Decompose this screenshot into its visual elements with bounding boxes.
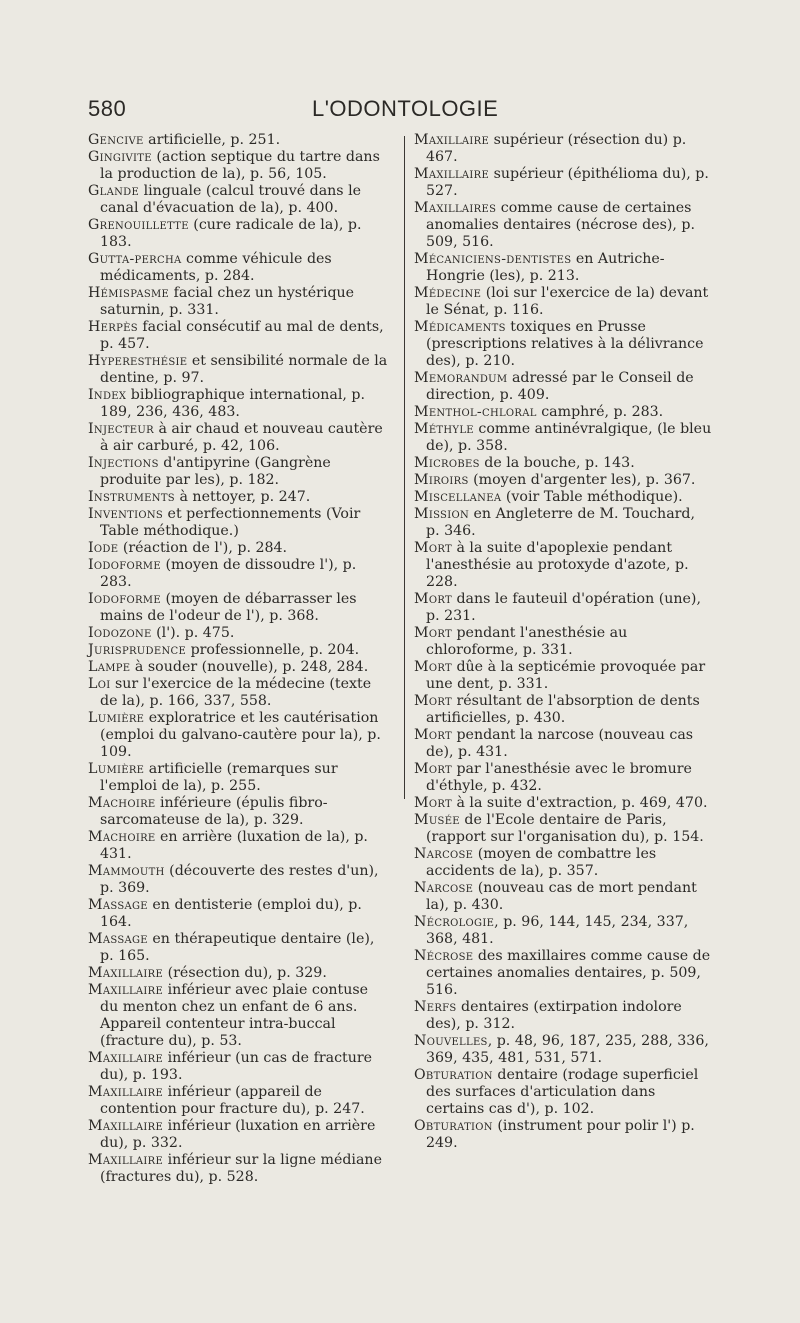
entry-headword: Maxillaire xyxy=(88,965,164,981)
entry-headword: Inventions xyxy=(88,506,164,522)
index-entry xyxy=(414,914,712,948)
index-entry xyxy=(88,591,388,625)
entry-text: en arrière (luxation de la), p. 431. xyxy=(100,829,368,862)
entry-text: et perfectionnements (Voir Table méthodique.) xyxy=(100,506,361,539)
index-column-left xyxy=(88,132,388,1186)
index-entry xyxy=(414,659,712,693)
index-entry xyxy=(414,591,712,625)
entry-text: (moyen de dissoudre l'), p. 283. xyxy=(100,557,357,590)
entry-text: à la suite d'extraction, p. 469, 470. xyxy=(451,795,708,811)
entry-text: (voir Table méthodique). xyxy=(501,489,683,505)
entry-headword: Gingivite xyxy=(88,149,152,165)
index-entry xyxy=(88,455,388,489)
index-entry xyxy=(88,557,388,591)
entry-text: dentaire (rodage superficiel des surfaces d'articulation dans certains cas d'), p. 102. xyxy=(426,1067,699,1117)
entry-headword: Injections xyxy=(88,455,159,471)
entry-text: de l'Ecole dentaire de Paris, (rapport sur l'organisation du), p. 154. xyxy=(426,812,704,845)
entry-text: dûe à la septicémie provoquée par une dent, p. 331. xyxy=(426,659,706,692)
entry-text: (moyen d'argenter les), p. 367. xyxy=(468,472,696,488)
entry-headword: Médicaments xyxy=(414,319,506,335)
entry-text: exploratrice et les cautérisation (emploi du galvano-cautère pour la), p. 109. xyxy=(100,710,381,760)
page-number: 580 xyxy=(88,96,127,121)
entry-text: artificielle, p. 251. xyxy=(143,132,281,148)
index-entry xyxy=(414,727,712,761)
index-column-right xyxy=(414,132,712,1152)
entry-headword: Nerfs xyxy=(414,999,457,1015)
entry-headword: Maxillaire xyxy=(88,1152,164,1168)
entry-headword: Machoire xyxy=(88,795,156,811)
index-entry xyxy=(414,489,712,506)
entry-text: en Angleterre de M. Touchard, p. 346. xyxy=(426,506,696,539)
index-entry xyxy=(88,540,388,557)
entry-text: comme véhicule des médicaments, p. 284. xyxy=(100,251,332,284)
index-entry xyxy=(88,1050,388,1084)
entry-text: d'antipyrine (Gangrène produite par les), p. 182. xyxy=(100,455,331,488)
entry-headword: Nécrologie xyxy=(414,914,495,930)
index-entry xyxy=(88,421,388,455)
index-entry xyxy=(414,166,712,200)
entry-headword: Mort xyxy=(414,591,452,607)
entry-headword: Gencive xyxy=(88,132,144,148)
index-entry xyxy=(88,1152,388,1186)
entry-text: (nouveau cas de mort pendant la), p. 430. xyxy=(426,880,697,913)
index-entry xyxy=(88,1118,388,1152)
entry-headword: Massage xyxy=(88,931,148,947)
entry-headword: Obturation xyxy=(414,1118,493,1134)
page-header xyxy=(88,96,708,126)
index-entry xyxy=(88,795,388,829)
index-entry xyxy=(414,999,712,1033)
entry-headword: Mort xyxy=(414,693,452,709)
entry-text: en thérapeutique dentaire (le), p. 165. xyxy=(100,931,375,964)
entry-headword: Iodozone xyxy=(88,625,152,641)
index-entry xyxy=(414,880,712,914)
index-entry xyxy=(414,370,712,404)
index-entry xyxy=(88,897,388,931)
entry-text: pendant l'anesthésie au chloroforme, p. 331. xyxy=(426,625,628,658)
index-entry xyxy=(88,149,388,183)
index-entry xyxy=(88,710,388,761)
entry-headword: Nécrose xyxy=(414,948,474,964)
entry-text: professionnelle, p. 204. xyxy=(186,642,360,658)
entry-headword: Maxillaire xyxy=(88,982,164,998)
index-entry xyxy=(414,625,712,659)
index-entry xyxy=(88,931,388,965)
entry-headword: Glande xyxy=(88,183,140,199)
index-entry xyxy=(88,132,388,149)
entry-headword: Microbes xyxy=(414,455,480,471)
entry-text: (action septique du tartre dans la production de la), p. 56, 105. xyxy=(100,149,380,182)
entry-headword: Hémispasme xyxy=(88,285,170,301)
entry-text: dans le fauteuil d'opération (une), p. 231. xyxy=(426,591,701,624)
index-entry xyxy=(88,965,388,982)
entry-headword: Narcose xyxy=(414,880,474,896)
entry-headword: Index xyxy=(88,387,127,403)
entry-headword: Machoire xyxy=(88,829,156,845)
entry-text: inférieur sur la ligne médiane (fractures du), p. 528. xyxy=(100,1152,382,1185)
entry-text: (l'). p. 475. xyxy=(151,625,235,641)
entry-headword: Mort xyxy=(414,795,452,811)
entry-headword: Iodoforme xyxy=(88,591,161,607)
entry-text: dentaires (extirpation indolore des), p. 312. xyxy=(426,999,682,1032)
entry-headword: Mort xyxy=(414,727,452,743)
entry-text: inférieur (un cas de fracture du), p. 193. xyxy=(100,1050,373,1083)
entry-headword: Jurisprudence xyxy=(88,642,187,658)
index-entry xyxy=(414,285,712,319)
entry-headword: Menthol-chloral xyxy=(414,404,537,420)
entry-headword: Nouvelles xyxy=(414,1033,488,1049)
entry-text: à la suite d'apoplexie pendant l'anesthésie au protoxyde d'azote, p. 228. xyxy=(426,540,689,590)
entry-text: toxiques en Prusse (prescriptions relatives à la délivrance des), p. 210. xyxy=(426,319,704,369)
entry-headword: Mission xyxy=(414,506,470,522)
entry-headword: Herpès xyxy=(88,319,138,335)
entry-headword: Mécaniciens-dentistes xyxy=(414,251,572,267)
index-entry xyxy=(414,251,712,285)
entry-text: (moyen de combattre les accidents de la), p. 357. xyxy=(426,846,657,879)
index-entry xyxy=(414,421,712,455)
entry-headword: Narcose xyxy=(414,846,474,862)
index-entry xyxy=(414,506,712,540)
index-entry xyxy=(88,761,388,795)
index-entry xyxy=(88,982,388,1050)
entry-headword: Lampe xyxy=(88,659,131,675)
index-entry xyxy=(88,353,388,387)
index-entry xyxy=(88,863,388,897)
entry-text: inférieur (luxation en arrière du), p. 332. xyxy=(100,1118,376,1151)
entry-headword: Loi xyxy=(88,676,111,692)
index-entry xyxy=(88,387,388,421)
index-entry xyxy=(414,200,712,251)
entry-headword: Hyperesthésie xyxy=(88,353,188,369)
index-entry xyxy=(414,472,712,489)
index-entry xyxy=(414,846,712,880)
entry-text: , p. 96, 144, 145, 234, 337, 368, 481. xyxy=(426,914,689,947)
index-entry xyxy=(88,319,388,353)
entry-headword: Mammouth xyxy=(88,863,165,879)
index-entry xyxy=(88,625,388,642)
column-divider xyxy=(404,136,405,799)
entry-text: bibliographique international, p. 189, 236, 436, 483. xyxy=(100,387,366,420)
index-entry xyxy=(88,183,388,217)
entry-text: (cure radicale de la), p. 183. xyxy=(100,217,362,250)
entry-text: à souder (nouvelle), p. 248, 284. xyxy=(130,659,369,675)
entry-text: comme antinévralgique, (le bleu de), p. 358. xyxy=(426,421,712,454)
entry-text: et sensibilité normale de la dentine, p. 97. xyxy=(100,353,388,386)
entry-text: résultant de l'absorption de dents artificielles, p. 430. xyxy=(426,693,700,726)
index-entry xyxy=(414,693,712,727)
entry-headword: Mort xyxy=(414,659,452,675)
index-entry xyxy=(414,812,712,846)
entry-text: par l'anesthésie avec le bromure d'éthyle, p. 432. xyxy=(426,761,692,794)
entry-text: artificielle (remarques sur l'emploi de la), p. 255. xyxy=(100,761,338,794)
entry-headword: Iode xyxy=(88,540,119,556)
index-entry xyxy=(88,285,388,319)
entry-headword: Mort xyxy=(414,761,452,777)
index-entry xyxy=(88,676,388,710)
entry-headword: Maxillaire xyxy=(414,166,490,182)
entry-text: supérieur (résection du) p. 467. xyxy=(426,132,687,165)
entry-text: supérieur (épithélioma du), p. 527. xyxy=(426,166,709,199)
index-entry xyxy=(414,1118,712,1152)
index-entry xyxy=(88,1084,388,1118)
entry-headword: Memorandum xyxy=(414,370,508,386)
index-entry xyxy=(88,489,388,506)
index-entry xyxy=(414,455,712,472)
index-entry xyxy=(88,829,388,863)
entry-text: inférieur (appareil de contention pour fracture du), p. 247. xyxy=(100,1084,365,1117)
entry-headword: Musée xyxy=(414,812,460,828)
index-entry xyxy=(414,795,712,812)
entry-text: en Autriche-Hongrie (les), p. 213. xyxy=(426,251,665,284)
entry-text: (instrument pour polir l') p. 249. xyxy=(426,1118,695,1151)
index-entry xyxy=(414,1067,712,1118)
entry-text: linguale (calcul trouvé dans le canal d'évacuation de la), p. 400. xyxy=(100,183,362,216)
entry-headword: Injecteur xyxy=(88,421,154,437)
entry-headword: Mort xyxy=(414,625,452,641)
entry-text: facial chez un hystérique saturnin, p. 331. xyxy=(100,285,355,318)
entry-text: des maxillaires comme cause de certaines anomalies dentaires, p. 509, 516. xyxy=(426,948,711,998)
index-entry xyxy=(414,1033,712,1067)
entry-headword: Maxillaire xyxy=(88,1084,164,1100)
entry-text: à nettoyer, p. 247. xyxy=(174,489,311,505)
entry-text: (réaction de l'), p. 284. xyxy=(118,540,288,556)
entry-text: en dentisterie (emploi du), p. 164. xyxy=(100,897,362,930)
entry-headword: Massage xyxy=(88,897,148,913)
entry-text: de la bouche, p. 143. xyxy=(479,455,635,471)
index-entry xyxy=(88,506,388,540)
entry-text: camphré, p. 283. xyxy=(536,404,664,420)
index-entry xyxy=(414,132,712,166)
entry-text: inférieure (épulis fibro-sarcomateuse de la), p. 329. xyxy=(100,795,328,828)
entry-headword: Miscellanea xyxy=(414,489,502,505)
entry-headword: Mort xyxy=(414,540,452,556)
entry-headword: Maxillaire xyxy=(88,1050,164,1066)
entry-headword: Iodoforme xyxy=(88,557,161,573)
entry-headword: Maxillaire xyxy=(88,1118,164,1134)
index-entry xyxy=(88,217,388,251)
entry-headword: Médecine xyxy=(414,285,482,301)
index-entry xyxy=(414,540,712,591)
entry-text: sur l'exercice de la médecine (texte de la), p. 166, 337, 558. xyxy=(100,676,372,709)
entry-headword: Méthyle xyxy=(414,421,474,437)
running-title: L'ODONTOLOGIE xyxy=(312,96,499,121)
entry-headword: Maxillaire xyxy=(414,132,490,148)
entry-text: comme cause de certaines anomalies dentaires (nécrose des), p. 509, 516. xyxy=(426,200,696,250)
entry-text: à air chaud et nouveau cautère à air carburé, p. 42, 106. xyxy=(100,421,383,454)
entry-text: (loi sur l'exercice de la) devant le Sénat, p. 116. xyxy=(426,285,709,318)
entry-text: facial consécutif au mal de dents, p. 457. xyxy=(100,319,384,352)
entry-text: (moyen de débarrasser les mains de l'odeur de l'), p. 368. xyxy=(100,591,357,624)
entry-headword: Lumière xyxy=(88,710,145,726)
entry-text: , p. 48, 96, 187, 235, 288, 336, 369, 435, 481, 531, 571. xyxy=(426,1033,709,1066)
index-entry xyxy=(414,948,712,999)
entry-text: inférieur avec plaie contuse du menton chez un enfant de 6 ans. Appareil contenteur intra-buccal (fracture du), p. 53. xyxy=(100,982,369,1049)
index-entry xyxy=(88,659,388,676)
entry-text: pendant la narcose (nouveau cas de), p. 431. xyxy=(426,727,694,760)
entry-headword: Obturation xyxy=(414,1067,493,1083)
entry-text: adressé par le Conseil de direction, p. 409. xyxy=(426,370,694,403)
index-entry xyxy=(88,642,388,659)
entry-text: (découverte des restes d'un), p. 369. xyxy=(100,863,379,896)
index-entry xyxy=(88,251,388,285)
entry-headword: Gutta-percha xyxy=(88,251,182,267)
index-entry xyxy=(414,319,712,370)
entry-headword: Lumière xyxy=(88,761,145,777)
entry-headword: Maxillaires xyxy=(414,200,497,216)
index-entry xyxy=(414,404,712,421)
entry-headword: Miroirs xyxy=(414,472,469,488)
entry-headword: Instruments xyxy=(88,489,175,505)
entry-text: (résection du), p. 329. xyxy=(163,965,327,981)
index-entry xyxy=(414,761,712,795)
entry-headword: Grenouillette xyxy=(88,217,189,233)
